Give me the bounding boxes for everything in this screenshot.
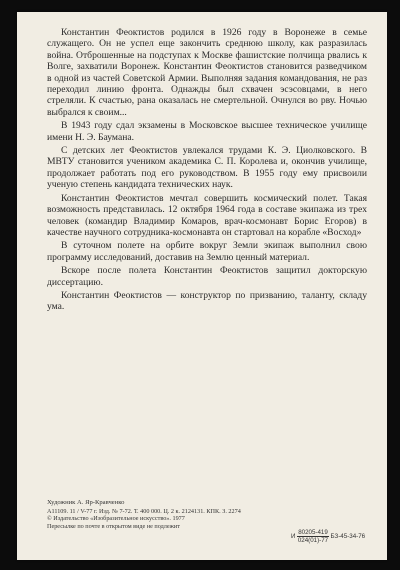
catalog-denominator: 024(01)-77 (297, 537, 329, 545)
paragraph-7: Константин Феоктистов — конструктор по призванию, таланту, складу ума. (47, 289, 367, 313)
biography-text (47, 27, 367, 315)
catalog-numerator: 80205-419 (298, 529, 328, 536)
paragraph-5: В суточном полете на орбите вокруг Земли экипаж выполнил свою программу исследований, доставив на Землю ценный материал. (47, 240, 367, 263)
catalog-suffix: БЗ-45-34-76 (330, 533, 366, 541)
paragraph-4: Константин Феоктистов мечтал совершить космический полет. Такая возможность представилась. 12 октября 1964 года в составе экипажа из трех человек (командир Владимир Комаров, врач-космонавт Борис Егоров) в качестве научного сотрудника-космонавта он стартовал на корабле «Восход» (47, 192, 367, 238)
paragraph-6: Вскоре после полета Константин Феоктистов защитил докторскую диссертацию. (47, 265, 367, 288)
postal-note: Пересылке по почте в открытом виде не подлежит (47, 522, 180, 530)
copyright-line: © Издательство «Изобразительное искусство». 1977 (47, 515, 185, 523)
catalog-fraction (297, 529, 329, 545)
artist-credit: Художник А. Яр-Кравченко (47, 499, 125, 506)
catalog-prefix: И (291, 533, 296, 541)
paragraph-3: С детских лет Феоктистов увлекался трудами К. Э. Циолковского. В МВТУ становится учеником академика С. П. Королева и, окончив училище, продолжает работать под его руководством. В 1955 году ему присвоили ученую степень кандидата технических наук. (47, 145, 367, 191)
catalog-code (291, 529, 365, 545)
publication-footer (47, 499, 377, 530)
paragraph-2: В 1943 году сдал экзамены в Московское высшее техническое училище имени Н. Э. Баумана. (47, 120, 367, 143)
imprint-line: А11109. 11 / V-77 г. Изд. № 7-72. Т. 400 000. Ц. 2 к. 2124131. КПК. З. 2274 (47, 507, 241, 515)
paragraph-1: Константин Феоктистов родился в 1926 году в Воронеже в семье служащего. Он не успел еще закончить среднюю школу, как разразилась война. Отброшенные на подступах к Москве фашистские полчища рвались к Волге, захватили Воронеж. Константин Феоктистов становится разведчиком в одной из частей Советской Армии. Выполняя задания командования, не раз переходил линию фронта. Однажды был схвачен эсэсовцами, в него стреляли. К счастью, рана оказалась не смертельной. Очнулся во рву. Ночью выбрался к своим... (47, 27, 367, 118)
